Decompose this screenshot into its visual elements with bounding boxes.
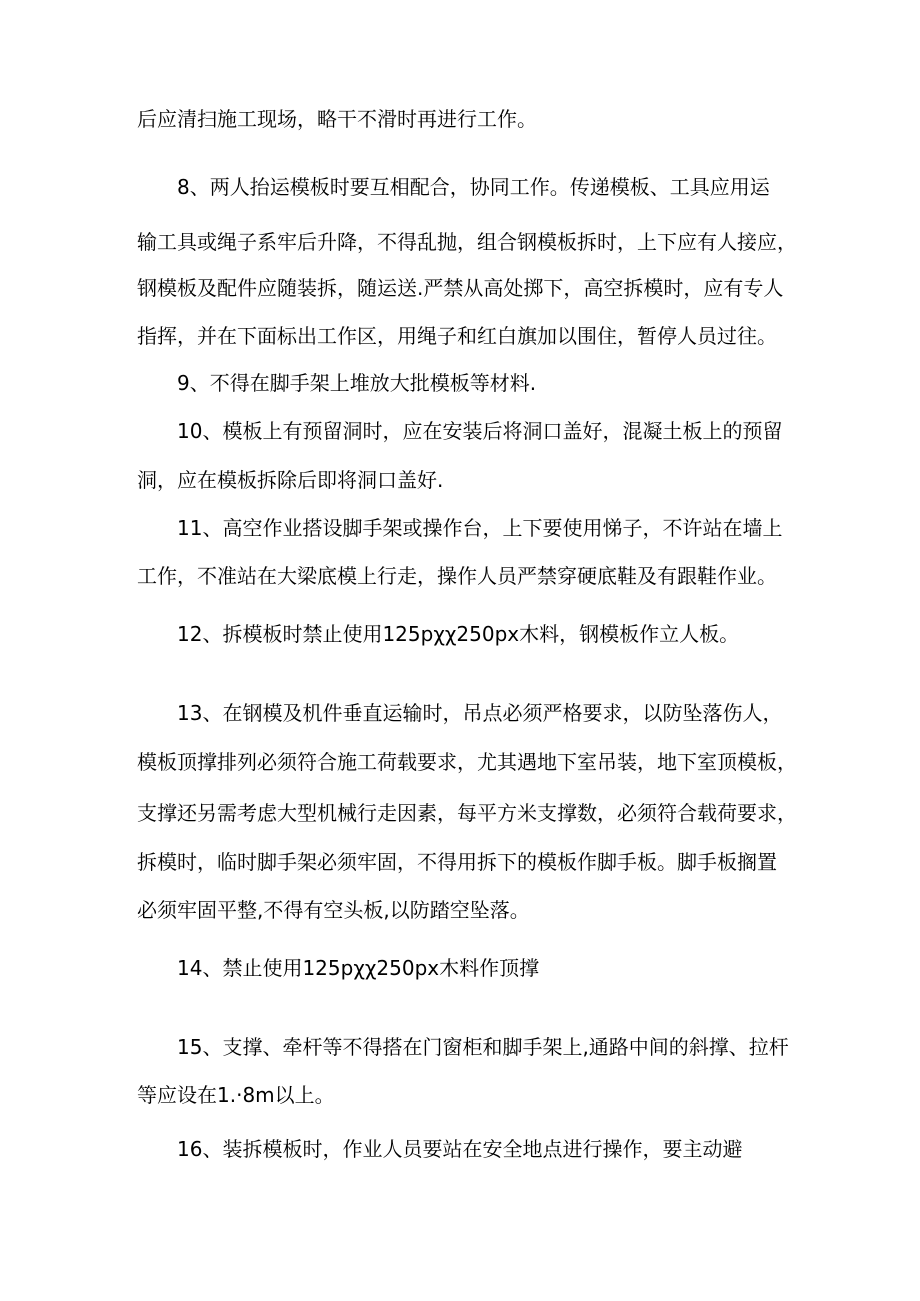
text-line-19: 等应设在1.·8m以上。: [137, 1083, 335, 1107]
text-line-17: 14、禁止使用125pχχ250px木料作顶撑: [177, 956, 540, 980]
text-line-7: 10、模板上有预留洞时，应在安装后将洞口盖好，混凝土板上的预留: [177, 419, 783, 443]
text-line-1: 后应清扫施工现场，略干不滑时再进行工作。: [137, 107, 537, 131]
text-line-18: 15、支撑、牵杆等不得搭在门窗柜和脚手架上,通路中间的斜撑、拉杆: [177, 1035, 789, 1059]
text-line-8: 洞，应在模板拆除后即将洞口盖好.: [137, 468, 444, 492]
text-line-12: 13、在钢模及机件垂直运输时，吊点必须严格要求，以防坠落伤人，: [177, 701, 783, 725]
text-line-4: 钢模板及配件应随装拆，随运送.严禁从高处掷下，高空拆模时，应有专人: [137, 276, 784, 300]
text-line-15: 拆模时，临时脚手架必须牢固，不得用拆下的模板作脚手板。脚手板搁置: [137, 850, 777, 874]
text-line-9: 11、高空作业搭设脚手架或操作台，上下要使用悌子，不许站在墙上: [177, 516, 783, 540]
text-line-11: 12、拆模板时禁止使用125pχχ250px木料，钢模板作立人板。: [177, 622, 740, 646]
text-line-14: 支撑还另需考虑大型机械行走因素，每平方米支撑数，必须符合载荷要求，: [137, 801, 797, 825]
text-line-10: 工作，不准站在大梁底模上行走，操作人员严禁穿硬底鞋及有跟鞋作业。: [137, 564, 777, 588]
text-line-5: 指挥，并在下面标出工作区，用绳子和红白旗加以围住，暂停人员过往。: [137, 324, 777, 348]
text-line-6: 9、不得在脚手架上堆放大批模板等材料.: [177, 371, 537, 395]
text-line-16: 必须牢固平整,不得有空头板,以防踏空坠落。: [137, 898, 530, 922]
text-line-2: 8、两人抬运模板时要互相配合，协同工作。传递模板、工具应用运: [177, 175, 770, 199]
text-line-13: 模板顶撑排列必须符合施工荷载要求，尤其遇地下室吊装，地下室顶模板，: [137, 750, 797, 774]
text-line-3: 输工具或绳子系牢后升降，不得乱抛，组合钢模板拆时，上下应有人接应，: [137, 230, 797, 254]
text-line-20: 16、装拆模板时，作业人员要站在安全地点进行操作，要主动避: [177, 1137, 743, 1161]
